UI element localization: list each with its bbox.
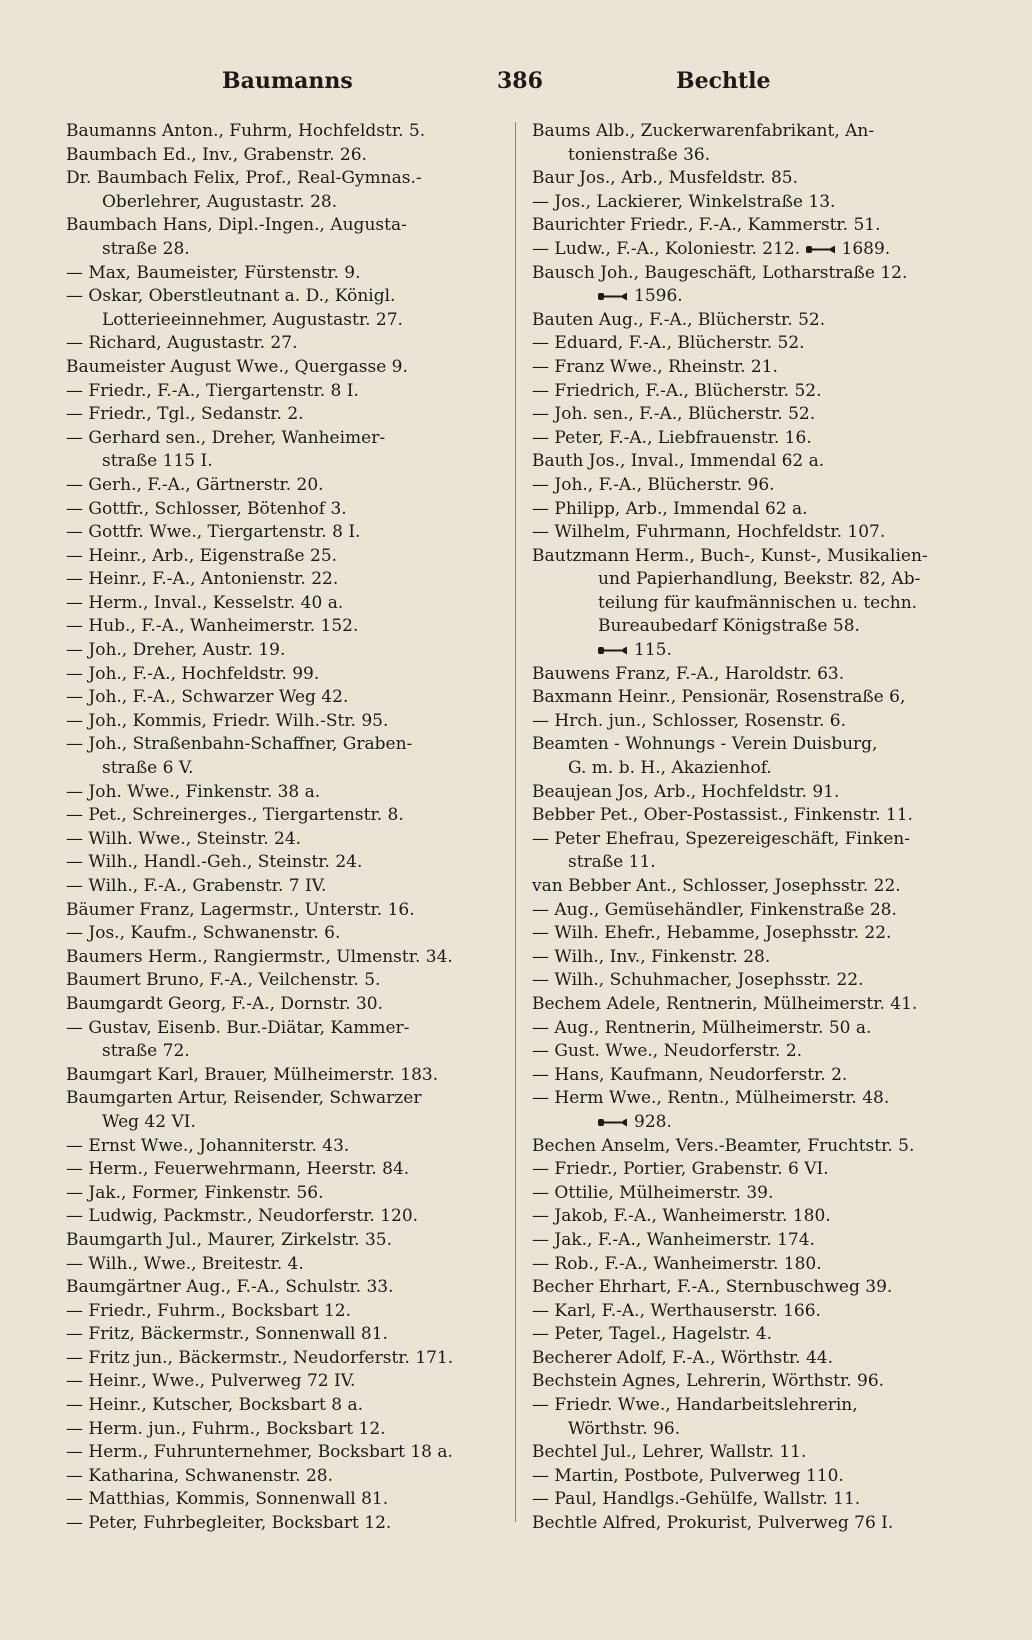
phone-number: 1596.	[634, 286, 683, 307]
directory-entry	[532, 309, 970, 333]
directory-entry	[66, 851, 504, 875]
entry-text: und Papierhandlung, Beekstr. 82, Ab-	[598, 569, 921, 590]
entry-text: Bauwens Franz, F.-A., Haroldstr. 63.	[532, 663, 845, 684]
directory-entry	[66, 238, 504, 262]
directory-entry	[66, 1347, 504, 1371]
directory-entry	[532, 1205, 970, 1229]
entry-text: — Oskar, Oberstleutnant a. D., Königl.	[66, 286, 396, 307]
entry-text: — Joh. sen., F.-A., Blücherstr. 52.	[532, 404, 816, 425]
entry-text: — Friedr., Portier, Grabenstr. 6 VI.	[532, 1159, 829, 1180]
directory-entry	[532, 1276, 970, 1300]
directory-entry	[532, 450, 970, 474]
entry-text: — Rob., F.-A., Wanheimerstr. 180.	[532, 1253, 822, 1274]
directory-entry	[66, 1276, 504, 1300]
directory-entry	[532, 1323, 970, 1347]
directory-entry	[66, 167, 504, 191]
directory-entry	[66, 899, 504, 923]
directory-entry	[66, 663, 504, 687]
directory-entry	[532, 899, 970, 923]
entry-text: Baumgarten Artur, Reisender, Schwarzer	[66, 1088, 422, 1109]
directory-entry	[66, 1229, 504, 1253]
directory-entry	[66, 875, 504, 899]
entry-text: — Hub., F.-A., Wanheimerstr. 152.	[66, 616, 359, 637]
entry-text: — Heinr., F.-A., Antonienstr. 22.	[66, 569, 339, 590]
entry-text: — Ottilie, Mülheimerstr. 39.	[532, 1182, 774, 1203]
directory-entry	[532, 427, 970, 451]
directory-entry	[66, 474, 504, 498]
directory-entry	[66, 757, 504, 781]
directory-entry	[66, 993, 504, 1017]
entry-text: Bauten Aug., F.-A., Blücherstr. 52.	[532, 309, 826, 330]
entry-text: straße 28.	[102, 238, 190, 259]
entry-text: — Joh., F.-A., Hochfeldstr. 99.	[66, 663, 320, 684]
directory-entry	[66, 403, 504, 427]
entry-text: — Friedrich, F.-A., Blücherstr. 52.	[532, 380, 822, 401]
directory-entry	[532, 804, 970, 828]
entry-text: Baxmann Heinr., Pensionär, Rosenstraße 6,	[532, 687, 906, 708]
entry-text: — Friedr., Tgl., Sedanstr. 2.	[66, 404, 304, 425]
entry-text: — Joh., F.-A., Schwarzer Weg 42.	[66, 687, 349, 708]
directory-entry	[532, 1253, 970, 1277]
directory-entry	[532, 993, 970, 1017]
directory-entry	[532, 238, 970, 262]
directory-entry	[66, 1394, 504, 1418]
entry-text: — Joh. Wwe., Finkenstr. 38 a.	[66, 781, 321, 802]
entry-text: — Ernst Wwe., Johanniterstr. 43.	[66, 1135, 350, 1156]
entry-text: Bechstein Agnes, Lehrerin, Wörthstr. 96.	[532, 1371, 885, 1392]
directory-entry	[532, 922, 970, 946]
entry-text: Baumbach Hans, Dipl.-Ingen., Augusta-	[66, 215, 407, 236]
directory-entry	[66, 1111, 504, 1135]
entry-text: — Katharina, Schwanenstr. 28.	[66, 1465, 334, 1486]
entry-text: — Gustav, Eisenb. Bur.-Diätar, Kammer-	[66, 1017, 410, 1038]
directory-entry	[66, 828, 504, 852]
entry-text: straße 6 V.	[102, 758, 194, 779]
entry-text: — Fritz, Bäckermstr., Sonnenwall 81.	[66, 1324, 388, 1345]
directory-entry	[532, 733, 970, 757]
directory-entry	[532, 1441, 970, 1465]
entry-text: — Wilh., Handl.-Geh., Steinstr. 24.	[66, 852, 363, 873]
directory-entry	[66, 615, 504, 639]
directory-entry	[532, 663, 970, 687]
directory-entry	[532, 1418, 970, 1442]
entry-text: Baurichter Friedr., F.-A., Kammerstr. 51.	[532, 215, 881, 236]
directory-entry	[66, 1465, 504, 1489]
directory-entry	[532, 615, 970, 639]
entry-text: Bechtle Alfred, Prokurist, Pulverweg 76 I.	[532, 1513, 894, 1534]
directory-entry	[532, 1017, 970, 1041]
directory-entry	[66, 1441, 504, 1465]
telephone-icon	[598, 292, 628, 301]
entry-text: Baumbach Ed., Inv., Grabenstr. 26.	[66, 144, 367, 165]
entry-text: Baumgardt Georg, F.-A., Dornstr. 30.	[66, 993, 384, 1014]
directory-entry	[66, 332, 504, 356]
directory-entry	[66, 1300, 504, 1324]
entry-text: — Wilh., Wwe., Breitestr. 4.	[66, 1253, 304, 1274]
directory-entry	[532, 167, 970, 191]
directory-entry	[532, 828, 970, 852]
directory-entry	[66, 922, 504, 946]
directory-entry	[532, 851, 970, 875]
entry-text: — Peter Ehefrau, Spezereigeschäft, Finken-	[532, 828, 910, 849]
telephone-icon	[598, 646, 628, 655]
directory-entry	[66, 686, 504, 710]
header-left-keyword: Baumanns	[222, 68, 353, 94]
directory-entry	[66, 1512, 504, 1536]
directory-entry	[532, 144, 970, 168]
entry-text: — Aug., Gemüsehändler, Finkenstraße 28.	[532, 899, 897, 920]
entry-text: straße 115 I.	[102, 451, 213, 472]
right-column	[532, 120, 970, 1536]
entry-text: — Hans, Kaufmann, Neudorferstr. 2.	[532, 1064, 848, 1085]
entry-text: — Friedr. Wwe., Handarbeitslehrerin,	[532, 1395, 858, 1416]
directory-entry	[66, 969, 504, 993]
directory-entry	[66, 120, 504, 144]
entry-text: — Gerhard sen., Dreher, Wanheimer-	[66, 427, 386, 448]
directory-entry	[532, 1087, 970, 1111]
phone-number: 1689.	[841, 238, 891, 259]
entry-text: Weg 42 VI.	[102, 1111, 196, 1132]
directory-entry	[532, 1512, 970, 1536]
entry-text: Bechem Adele, Rentnerin, Mülheimerstr. 41.	[532, 993, 918, 1014]
directory-entry	[532, 545, 970, 569]
directory-entry	[532, 875, 970, 899]
entry-text: — Gottfr., Schlosser, Bötenhof 3.	[66, 498, 347, 519]
directory-entry	[66, 1087, 504, 1111]
entry-text: straße 11.	[568, 852, 656, 873]
entry-text: — Ludw., F.-A., Koloniestr. 212.	[532, 238, 801, 259]
entry-text: Bausch Joh., Baugeschäft, Lotharstraße 12.	[532, 262, 908, 283]
directory-entry	[532, 1229, 970, 1253]
directory-entry	[532, 214, 970, 238]
entry-text: — Ludwig, Packmstr., Neudorferstr. 120.	[66, 1206, 419, 1227]
directory-entry	[532, 1465, 970, 1489]
directory-entry	[532, 356, 970, 380]
entry-text: Bechtel Jul., Lehrer, Wallstr. 11.	[532, 1442, 807, 1463]
directory-entry	[532, 757, 970, 781]
directory-entry	[66, 380, 504, 404]
directory-entry	[66, 592, 504, 616]
directory-entry	[66, 1488, 504, 1512]
entry-text: Baums Alb., Zuckerwarenfabrikant, An-	[532, 121, 875, 141]
entry-text: Bureaubedarf Königstraße 58.	[598, 616, 860, 637]
directory-entry	[66, 1017, 504, 1041]
entry-text: — Herm. jun., Fuhrm., Bocksbart 12.	[66, 1418, 386, 1439]
directory-entry	[66, 568, 504, 592]
directory-entry	[66, 450, 504, 474]
directory-entry	[532, 1347, 970, 1371]
entry-text: Baumeister August Wwe., Quergasse 9.	[66, 356, 408, 377]
directory-entry	[66, 214, 504, 238]
directory-entry	[532, 568, 970, 592]
entry-text: Baumert Bruno, F.-A., Veilchenstr. 5.	[66, 970, 381, 991]
entry-text: Wörthstr. 96.	[568, 1418, 681, 1439]
entry-text: — Herm., Fuhrunternehmer, Bocksbart 18 a.	[66, 1442, 453, 1463]
directory-entry	[66, 356, 504, 380]
directory-entry	[66, 946, 504, 970]
directory-entry	[66, 545, 504, 569]
page-number: 386	[497, 68, 543, 94]
entry-text: — Friedr., Fuhrm., Bocksbart 12.	[66, 1300, 352, 1321]
entry-text: — Fritz jun., Bäckermstr., Neudorferstr. 171.	[66, 1347, 454, 1368]
directory-entry	[532, 380, 970, 404]
entry-text: — Wilh., Inv., Finkenstr. 28.	[532, 946, 771, 967]
entry-text: — Philipp, Arb., Immendal 62 a.	[532, 498, 808, 519]
directory-entry	[66, 1370, 504, 1394]
entry-text: Baumers Herm., Rangiermstr., Ulmenstr. 34.	[66, 946, 453, 967]
entry-text: — Joh., F.-A., Blücherstr. 96.	[532, 474, 775, 495]
directory-entry	[532, 262, 970, 286]
entry-text: Baumanns Anton., Fuhrm, Hochfeldstr. 5.	[66, 121, 426, 141]
directory-entry	[66, 427, 504, 451]
entry-text: — Pet., Schreinerges., Tiergartenstr. 8.	[66, 805, 404, 826]
entry-text: — Herm Wwe., Rentn., Mülheimerstr. 48.	[532, 1088, 890, 1109]
directory-entry	[66, 521, 504, 545]
directory-entry	[66, 262, 504, 286]
directory-entry	[532, 1182, 970, 1206]
entry-text: Baumgart Karl, Brauer, Mülheimerstr. 183.	[66, 1064, 439, 1085]
entry-text: G. m. b. H., Akazienhof.	[568, 758, 772, 779]
entry-text: — Wilh. Ehefr., Hebamme, Josephsstr. 22.	[532, 923, 892, 944]
entry-text: Becherer Adolf, F.-A., Wörthstr. 44.	[532, 1347, 834, 1368]
entry-text: — Wilhelm, Fuhrmann, Hochfeldstr. 107.	[532, 522, 886, 543]
entry-text: — Heinr., Arb., Eigenstraße 25.	[66, 545, 338, 566]
entry-text: — Wilh., Schuhmacher, Josephsstr. 22.	[532, 970, 864, 991]
entry-text: tonienstraße 36.	[568, 144, 711, 165]
directory-entry	[532, 592, 970, 616]
entry-text: — Gerh., F.-A., Gärtnerstr. 20.	[66, 474, 324, 495]
entry-text: — Karl, F.-A., Werthauserstr. 166.	[532, 1300, 821, 1321]
directory-entry	[532, 781, 970, 805]
directory-entry	[66, 1205, 504, 1229]
entry-text: — Max, Baumeister, Fürstenstr. 9.	[66, 262, 361, 283]
directory-entry	[66, 1418, 504, 1442]
entry-text: — Heinr., Wwe., Pulverweg 72 IV.	[66, 1371, 356, 1392]
directory-entry	[532, 285, 970, 309]
entry-text: — Jakob, F.-A., Wanheimerstr. 180.	[532, 1206, 831, 1227]
entry-text: — Wilh. Wwe., Steinstr. 24.	[66, 828, 302, 849]
directory-entry	[66, 781, 504, 805]
directory-entry	[532, 1064, 970, 1088]
entry-text: — Jak., Former, Finkenstr. 56.	[66, 1182, 324, 1203]
directory-entry	[66, 639, 504, 663]
entry-text: — Herm., Inval., Kesselstr. 40 a.	[66, 592, 344, 613]
entry-text: — Peter, F.-A., Liebfrauenstr. 16.	[532, 427, 812, 448]
directory-entry	[532, 1111, 970, 1135]
entry-text: — Eduard, F.-A., Blücherstr. 52.	[532, 333, 805, 354]
entry-text: Beaujean Jos, Arb., Hochfeldstr. 91.	[532, 781, 840, 802]
entry-text: — Paul, Handlgs.-Gehülfe, Wallstr. 11.	[532, 1489, 861, 1510]
entry-text: — Joh., Kommis, Friedr. Wilh.-Str. 95.	[66, 710, 389, 731]
directory-entry	[532, 1488, 970, 1512]
entry-text: teilung für kaufmännischen u. techn.	[598, 592, 918, 613]
entry-text: — Jak., F.-A., Wanheimerstr. 174.	[532, 1229, 815, 1250]
directory-entry	[66, 144, 504, 168]
header-right-keyword: Bechtle	[676, 68, 771, 94]
directory-entry	[532, 474, 970, 498]
entry-text: Baumgärtner Aug., F.-A., Schulstr. 33.	[66, 1277, 394, 1298]
telephone-icon	[806, 245, 836, 254]
directory-entry	[66, 191, 504, 215]
directory-entry	[66, 710, 504, 734]
left-column	[66, 120, 504, 1536]
directory-entry	[532, 332, 970, 356]
directory-entry	[532, 1040, 970, 1064]
directory-entry	[532, 969, 970, 993]
entry-text: — Gust. Wwe., Neudorferstr. 2.	[532, 1041, 803, 1062]
directory-entry	[66, 498, 504, 522]
directory-entry	[532, 498, 970, 522]
entry-text: — Martin, Postbote, Pulverweg 110.	[532, 1465, 844, 1486]
directory-entry	[532, 403, 970, 427]
entry-text: Bauth Jos., Inval., Immendal 62 a.	[532, 451, 825, 472]
directory-entry	[532, 1300, 970, 1324]
directory-entry	[66, 1323, 504, 1347]
directory-entry	[66, 1182, 504, 1206]
directory-entry	[532, 1135, 970, 1159]
entry-text: — Aug., Rentnerin, Mülheimerstr. 50 a.	[532, 1017, 872, 1038]
directory-entry	[66, 733, 504, 757]
entry-text: Beamten - Wohnungs - Verein Duisburg,	[532, 734, 878, 755]
directory-entry	[532, 1394, 970, 1418]
directory-entry	[532, 521, 970, 545]
directory-entry	[66, 1253, 504, 1277]
directory-entry	[532, 1158, 970, 1182]
entry-text: Baur Jos., Arb., Musfeldstr. 85.	[532, 168, 798, 189]
entry-text: — Jos., Kaufm., Schwanenstr. 6.	[66, 923, 341, 944]
entry-text: Lotterieeinnehmer, Augustastr. 27.	[102, 309, 403, 330]
directory-entry	[66, 1040, 504, 1064]
directory-entry	[532, 120, 970, 144]
entry-text: — Franz Wwe., Rheinstr. 21.	[532, 356, 778, 377]
entry-text: Bäumer Franz, Lagermstr., Unterstr. 16.	[66, 899, 415, 920]
directory-entry	[66, 285, 504, 309]
directory-entry	[532, 639, 970, 663]
directory-entry	[66, 1135, 504, 1159]
entry-text: — Peter, Tagel., Hagelstr. 4.	[532, 1324, 773, 1345]
entry-text: — Richard, Augustastr. 27.	[66, 333, 298, 354]
entry-text: straße 72.	[102, 1041, 190, 1062]
entry-text: Bechen Anselm, Vers.-Beamter, Fruchtstr. 5.	[532, 1135, 915, 1156]
phone-number: 115.	[634, 640, 672, 661]
entry-text: — Hrch. jun., Schlosser, Rosenstr. 6.	[532, 710, 846, 731]
entry-text: — Friedr., F.-A., Tiergartenstr. 8 I.	[66, 380, 359, 401]
entry-text: Baumgarth Jul., Maurer, Zirkelstr. 35.	[66, 1229, 393, 1250]
entry-text: van Bebber Ant., Schlosser, Josephsstr. 22.	[532, 876, 901, 896]
entry-text: Bautzmann Herm., Buch-, Kunst-, Musikalien-	[532, 545, 928, 566]
directory-entry	[66, 1158, 504, 1182]
entry-text: Bebber Pet., Ober-Postassist., Finkenstr. 11.	[532, 805, 913, 826]
directory-entry	[532, 946, 970, 970]
column-divider	[515, 122, 516, 1522]
entry-text: — Herm., Feuerwehrmann, Heerstr. 84.	[66, 1159, 410, 1180]
entry-text: Oberlehrer, Augustastr. 28.	[102, 191, 338, 212]
entry-text: — Wilh., F.-A., Grabenstr. 7 IV.	[66, 876, 327, 896]
entry-text: — Matthias, Kommis, Sonnenwall 81.	[66, 1489, 389, 1510]
directory-entry	[66, 804, 504, 828]
entry-text: Becher Ehrhart, F.-A., Sternbuschweg 39.	[532, 1277, 893, 1298]
entry-text: — Jos., Lackierer, Winkelstraße 13.	[532, 191, 836, 212]
page-header	[0, 68, 1032, 102]
directory-entry	[66, 1064, 504, 1088]
entry-text: Dr. Baumbach Felix, Prof., Real-Gymnas.-	[66, 168, 422, 189]
telephone-icon	[598, 1118, 628, 1127]
entry-text: — Joh., Dreher, Austr. 19.	[66, 640, 286, 661]
directory-entry	[532, 686, 970, 710]
entry-text: — Gottfr. Wwe., Tiergartenstr. 8 I.	[66, 522, 361, 543]
directory-entry	[532, 191, 970, 215]
directory-entry	[532, 710, 970, 734]
entry-text: — Peter, Fuhrbegleiter, Bocksbart 12.	[66, 1513, 392, 1534]
entry-text: — Heinr., Kutscher, Bocksbart 8 a.	[66, 1395, 363, 1416]
directory-entry	[532, 1370, 970, 1394]
entry-text: — Joh., Straßenbahn-Schaffner, Graben-	[66, 734, 413, 755]
phone-number: 928.	[634, 1111, 672, 1132]
directory-entry	[66, 309, 504, 333]
